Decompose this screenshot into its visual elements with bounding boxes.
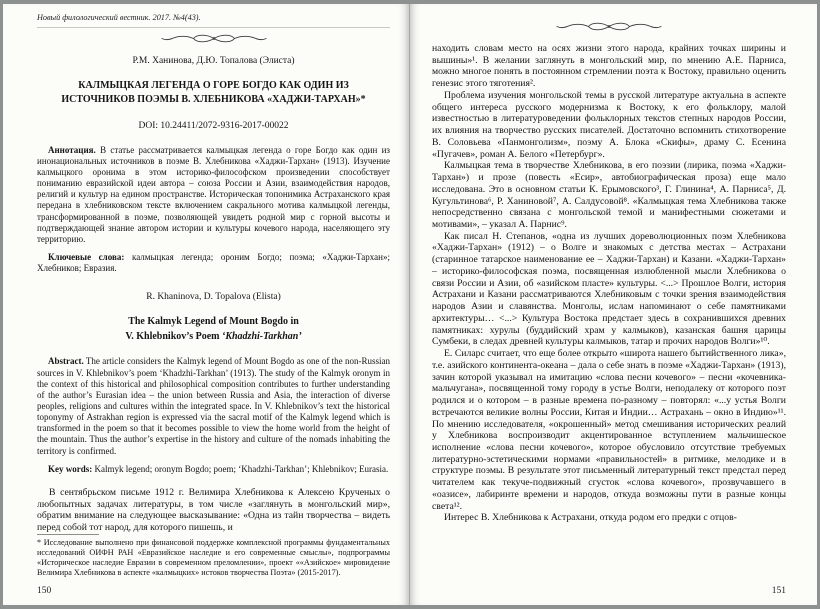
page-left <box>3 4 410 605</box>
footnote-rule <box>37 534 99 535</box>
article-title-ru: КАЛМЫЦКАЯ ЛЕГЕНДА О ГОРЕ БОГДО КАК ОДИН ИЗ ИСТОЧНИКОВ ПОЭМЫ В. ХЛЕБНИКОВА «ХАДЖИ-ТАРХАН»* <box>61 79 366 106</box>
paragraph: Калмыцкая тема в творчестве Хлебникова, в его поэзии (лирика, поэма «Хаджи-Тархан») и прозе (повесть «Есир», автобиографическая проза) еще мало исследована. Это в основном статьи К. Ерымовского³, Г. Глинина⁴, А. Парниса⁵, Д. Кугультинова⁶, Р. Ханиновой⁷, А. Салдусовой⁸. «Калмыцкая тема Хлебникова также непосредственно связана с монгольской темой и манифестными сюжетами и мотивами», – указал А. Парнис⁹. <box>432 160 786 231</box>
abstract-en <box>37 356 390 456</box>
paragraph: Как писал Н. Степанов, «одна из лучших дореволюционных поэм Хлебникова «Хаджи-Тархан» (1912) – о Волге и знакомых с детства местах – Астрахани (старинное татарское наименование ее – Хаджи-Тархан) и Казани. «Хаджи-Тархан» – историко-философская поэма, посвященная излюбленной мысли Хлебникова о связи России и Азии, об «азийском пласте» культуры. <...> Прошлое Волги, история Астрахани и Казани рассматриваются Хлебниковым с точки зрения взаимодействия народов Азии и славянства. Монголы, ислам напоминают о себе памятниками архитектуры… <...> Культура Востока предстает здесь в сохранившихся древних памятниках: хурулы (буддийский храм у калмыков), казанская башня царицы Сумбеки, в следах древней культуры калмыков, татар и прочих народов Волги»¹⁰. <box>432 230 786 348</box>
abstract-en-label: Abstract. <box>48 356 84 367</box>
article-title-en <box>47 315 380 344</box>
page-number-left: 150 <box>37 586 52 596</box>
authors-ru: Р.М. Ханинова, Д.Ю. Топалова (Элиста) <box>132 55 295 66</box>
authors-en: R. Khaninova, D. Topalova (Elista) <box>146 292 281 303</box>
keywords-ru-text: калмыцкая легенда; ороним Богдо; поэма; «Хаджи-Тархан»; Хлебников; Евразия. <box>37 252 390 274</box>
keywords-en <box>37 464 390 475</box>
paragraph: Интерес В. Хлебникова к Астрахани, откуда родом его предки с отцов- <box>444 512 737 524</box>
keywords-en-text: Kalmyk legend; oronym Bogdo; poem; ‘Khadzhi-Tarkhan’; Khlebnikov; Eurasia. <box>92 463 389 474</box>
keywords-ru-label: Ключевые слова: <box>48 252 125 263</box>
page-right <box>410 4 817 605</box>
keywords-en-label: Key words: <box>48 463 93 474</box>
fleuron-divider-icon <box>37 33 390 44</box>
paragraph: Е. Силарс считает, что еще более открыто «широта нашего бытийственного лика», т.е. азийского континента-океана – дала о себе знать в поэме «Хаджи-Тархан» (1913), зачин которой указывал на имитацию «слова песни кочевого» – песни «кочевника-мальчугана», посвященной тому городу в устье Волги, неподалеку от которого поэт родился и о котором – в разные времена по-разному – повторял: «...у устья Волги встречаются великие волны России, Китая и Индии… Астрахань – окно в Индию»¹¹. По мнению исследователя, «окрошенный» метод смешивания исторических реалий у Хлебникова воспроизводит акцентированное вступлением мальчишеское исполнение «слова песни кочевого», которое обусловило отсутствие требуемых литературно-эстетическими нормами «правильностей» в ритмике, мелодике и в структуре поэмы. В результате этот письменный литературный текст предстал перед читателем как текуче-подвижный сгусток «слова кочевого», прозвучавшего в «оазисе», лабиринте времени и народов, откуда возможны пути в разные концы света¹². <box>432 348 786 512</box>
abstract-ru <box>37 145 390 245</box>
body-paragraph: В сентябрьском письме 1912 г. Велимира Хлебникова к Алексею Крученых о любопытных задачах литературы, в том числе «заглянуть в монгольский мир», обратим внимание на следующее высказывание: «Одна из тайн творчества – видеть перед собой тот народ, для которого пишешь, и <box>37 486 390 534</box>
journal-title: Новый филологический вестник. 2017. №4(43). <box>37 13 201 22</box>
running-head <box>37 13 390 28</box>
fleuron-divider-icon <box>432 21 786 33</box>
abstract-ru-text: В статье рассматривается калмыцкая легенда о горе Богдо как один из инонациональных источников в поэме В. Хлебникова «Хаджи-Тархан» (1913). Изучение калмыцкого оронима в этом историко-философском произведении способствует пониманию евразийской идеи автора – союза России и Азии, взаимодействия народов, религий и культур на едином пространстве. Историческая топонимика Астраханского края передана в хлебниковском тексте включением сакрального мотива калмыцкой легенды, трансформированной в поэме, позволяющей увидеть родной мир с горной высоты и подтверждающей знание автором истории и культуры кочевого народа, населяющего эту территорию. <box>37 144 390 244</box>
article-title-en-line2 <box>47 330 380 345</box>
doi: DOI: 10.24411/2072-9316-2017-00022 <box>138 120 289 131</box>
footnote <box>37 534 390 578</box>
abstract-en-text: The article considers the Kalmyk legend of Mount Bogdo as one of the non-Russian sources in V. Khlebnikov’s poem ‘Khadzhi-Tarkhan’ (1913). The study of the Kalmyk oronym in the context of this historical and philosophical composition contributes to further understanding of the author’s Eurasian idea – the union between Russia and Asia, the interaction of diverse peoples, religions and cultures within the integrated space. In V. Khlebnikov’s text the historical toponymy of Astrakhan region is expressed via the sacral motif of the Kalmyk legend which is transformed in the poem so that it becomes possible to view the home world from the height of the mountain. Thus the author’s expertise in the history and culture of the nomads inhabiting the territory is confirmed. <box>37 356 390 456</box>
page-number-right: 151 <box>771 586 786 596</box>
article-title-en-line1: The Kalmyk Legend of Mount Bogdo in <box>128 316 299 328</box>
article-title-en-line2-prefix: V. Khlebnikov’s Poem <box>125 330 222 342</box>
keywords-ru <box>37 252 390 274</box>
paragraph: находить словам место на осях жизни этого народа, крайних точках ширины и вышины»¹. В желании заглянуть в монгольский мир, по мнению А.Е. Парниса, можно многое понять в постоянном стремлении поэта к Востоку, правильно оценить генезис этого тяготения². <box>432 43 786 90</box>
article-title-en-poem-name: ‘Khadzhi-Tarkhan’ <box>222 330 302 342</box>
abstract-ru-label: Аннотация. <box>48 144 96 155</box>
paragraph: Проблема изучения монгольской темы в русской литературе актуальна в аспекте общего интереса русского модернизма к Востоку, к его фольклору, малой известностью в литературоведении фольклорных текстов степных народов России, их влияния на творчество русских писателей. Достаточно вспомнить стихотворение В. Соловьева «Панмонголизм», поэму А. Блока «Скифы», драму С. Есенина «Пугачев», роман А. Белого «Петербург». <box>432 89 786 160</box>
footnote-text: * Исследование выполнено при финансовой поддержке комплексной программы фундаментальных исследований ОИФН РАН «Евразийское наследие и его современные смыслы», подпрограммы «Историческое наследие Евразии в современном преломлении», проект ««Азийское» мировидение Велимира Хлебникова в аспекте «калмыцких» истоков творчества Поэта» (2015-2017). <box>37 537 390 577</box>
